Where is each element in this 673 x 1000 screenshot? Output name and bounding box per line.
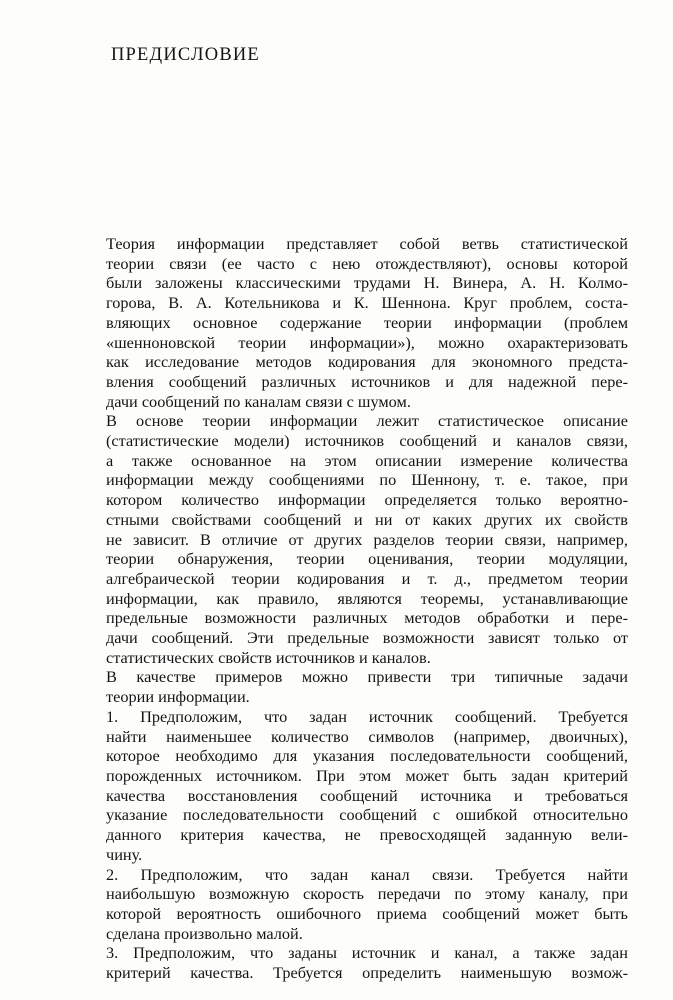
text-line: данного критерия качества, не превосходящей заданную вели-	[106, 825, 628, 845]
page-title: ПРЕДИСЛОВИЕ	[111, 45, 260, 65]
text-line: В основе теории информации лежит статистическое описание	[106, 411, 628, 431]
text-line: 1. Предположим, что задан источник сообщений. Требуется	[106, 706, 628, 726]
text-line: теории обнаружения, теории оценивания, теории модуляции,	[106, 549, 628, 569]
text-line: порожденных источником. При этом может быть задан критерий	[106, 765, 628, 785]
text-line: найти наименьшее количество символов (например, двоичных),	[106, 726, 628, 746]
text-line: дачи сообщений по каналам связи с шумом.	[106, 391, 411, 411]
paragraph-example-2	[76, 865, 628, 944]
text-line: В качестве примеров можно привести три типичные задачи	[106, 667, 628, 687]
text-line: а также основанное на этом описании измерение количества	[106, 450, 628, 470]
paragraph-example-3	[76, 943, 628, 982]
text-line: качества восстановления сообщений источника и требоваться	[106, 785, 628, 805]
text-line: предельные возможности различных методов обработки и пере-	[106, 608, 628, 628]
text-line: вления сообщений различных источников и для надежной пере-	[106, 371, 628, 391]
text-line: стными свойствами сообщений и ни от каких других их свойств	[106, 509, 628, 529]
text-line: которой вероятность ошибочного приема сообщений может быть	[106, 903, 628, 923]
text-line: были заложены классическими трудами Н. Винера, А. Н. Колмо-	[106, 273, 628, 293]
text-line: сделана произвольно малой.	[106, 923, 303, 943]
paragraph-3	[76, 667, 628, 706]
text-line: статистических свойств источников и каналов.	[106, 647, 431, 667]
text-line: «шенноновской теории информации»), можно охарактеризовать	[106, 332, 628, 352]
paragraph-1	[76, 234, 628, 411]
text-line: теории связи (ее часто с нею отождествляют), основы которой	[106, 253, 628, 273]
text-line: как исследование методов кодирования для экономного предста-	[106, 352, 628, 372]
text-line: котором количество информации определяется только вероятно-	[106, 490, 628, 510]
text-line: 2. Предположим, что задан канал связи. Требуется найти	[106, 864, 628, 884]
text-line: чину.	[106, 844, 143, 864]
text-line: алгебраической теории кодирования и т. д., предметом теории	[106, 568, 628, 588]
text-line: информации, как правило, являются теоремы, устанавливающие	[106, 588, 628, 608]
text-line: дачи сообщений. Эти предельные возможности зависят только от	[106, 628, 628, 648]
text-line: (статистические модели) источников сообщений и каналов связи,	[106, 431, 628, 451]
paragraph-example-1	[76, 707, 628, 865]
text-line: указание последовательности сообщений с ошибкой относительно	[106, 805, 628, 825]
text-line: наибольшую возможную скорость передачи по этому каналу, при	[106, 884, 628, 904]
paragraph-2	[76, 411, 628, 667]
text-line: вляющих основное содержание теории информации (проблем	[106, 312, 628, 332]
text-line: теории информации.	[106, 687, 250, 707]
text-line: которое необходимо для указания последовательности сообщений,	[106, 746, 628, 766]
text-line: 3. Предположим, что заданы источник и канал, а также задан	[106, 943, 628, 963]
text-line: информации между сообщениями по Шеннону, т. е. такое, при	[106, 470, 628, 490]
text-line: критерий качества. Требуется определить наименьшую возмож-	[106, 963, 628, 983]
page-body	[76, 234, 628, 983]
text-line: не зависит. В отличие от других разделов теории связи, например,	[106, 529, 628, 549]
text-line: Теория информации представляет собой ветвь статистической	[106, 234, 628, 253]
text-line: горова, В. А. Котельникова и К. Шеннона. Круг проблем, соста-	[106, 293, 628, 313]
